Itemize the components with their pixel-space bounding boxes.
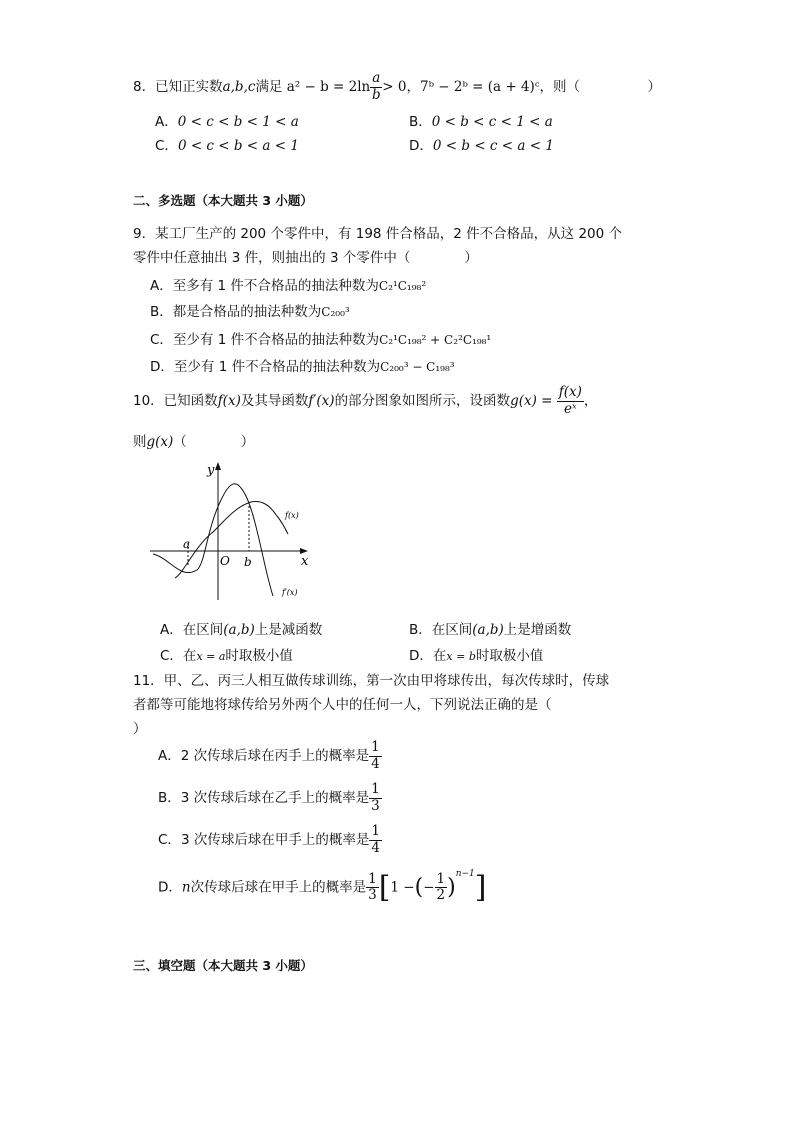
q8-cond2: 7ᵇ − 2ᵇ = (a + 4)ᶜ	[420, 79, 540, 95]
q8-stem-mid: 满足	[255, 79, 283, 95]
q11-line1: 11．甲、乙、丙三人相互做传球训练，第一次由甲将球传出，每次传球时，传球	[133, 673, 610, 689]
q8-option-c: C．0 < c < b < a < 1	[155, 138, 299, 154]
q10-g-fraction: $\frac{f(x)}{\text{eˣ}}$	[558, 384, 582, 417]
q8-vars: a,b,c	[222, 79, 256, 95]
q8-stem-pre: 8．已知正实数	[133, 79, 223, 95]
label-x: x	[301, 554, 309, 569]
q8-option-d: D．0 < b < c < a < 1	[409, 138, 554, 154]
q8-option-b: B．0 < b < c < 1 < a	[409, 114, 553, 130]
section-3-title: 三、填空题（本大题共 3 小题）	[133, 958, 313, 973]
q10-option-c: C．在x = a时取极小值	[160, 648, 293, 664]
label-fprime: f′(x)	[282, 588, 298, 597]
q11-option-b: B．3 次传球后球在乙手上的概率是 $\frac{1}{3}$	[158, 781, 380, 814]
q9-option-c: C．至少有 1 件不合格品的抽法种数为C₂¹C₁₉₈² + C₂²C₁₉₈¹	[150, 332, 492, 348]
label-a: a	[183, 537, 191, 551]
q11-line2: 者都等可能地将球传给另外两个人中的任何一人，下列说法正确的是（	[133, 697, 552, 713]
q10-option-d: D．在x = b时取极小值	[409, 648, 544, 664]
q11-option-c: C．3 次传球后球在甲手上的概率是 $\frac{1}{4}$	[158, 823, 380, 856]
q9-option-b: B．都是合格品的抽法种数为C₂₀₀³	[150, 304, 350, 320]
q8-option-a: A．0 < c < b < 1 < a	[155, 114, 299, 130]
q10-stem: 10．已知函数f(x)及其导函数f′(x)的部分图象如图所示，设函数g(x) = $\frac{f(x)}{\text{eˣ}}$ ，	[133, 384, 598, 417]
q8-stem	[133, 72, 661, 102]
q11-option-d: D．n次传球后球在甲手上的概率是 $\frac{1}{3}$ [1 −(− $\frac{1}{2}$ )$^{n-1}$]	[158, 869, 487, 905]
q11-line3: ）	[133, 721, 147, 737]
label-f: f(x)	[285, 511, 299, 520]
section-2-title: 二、多选题（本大题共 3 小题）	[133, 193, 313, 208]
q11-option-a: A．2 次传球后球在丙手上的概率是 $\frac{1}{4}$	[158, 739, 380, 772]
q8-cond1-rhs: > 0	[382, 79, 407, 95]
q9-line2: 零件中任意抽出 3 件，则抽出的 3 个零件中（ ）	[133, 250, 478, 266]
q8-cond1-lhs: a² − b = 2ln	[286, 79, 371, 95]
q8-stem-post: ，则（ ）	[539, 79, 662, 95]
fprime-curve	[153, 484, 273, 596]
q8-cond1-fraction: $\frac{a}{b}$	[371, 70, 381, 103]
q9-option-d: D．至少有 1 件不合格品的抽法种数为C₂₀₀³ − C₁₉₈³	[150, 359, 455, 375]
q10-graph	[145, 458, 315, 603]
label-b: b	[244, 555, 252, 569]
label-y: y	[207, 463, 215, 478]
q10-line2: 则g(x)（ ）	[133, 434, 255, 450]
q10-option-a: A．在区间(a,b)上是减函数	[160, 622, 323, 638]
y-axis-arrow	[215, 462, 221, 470]
q9-option-a: A．至多有 1 件不合格品的抽法种数为C₂¹C₁₉₈²	[150, 278, 427, 294]
label-o: O	[220, 554, 230, 568]
q8-sep: ，	[406, 79, 420, 95]
q10-option-b: B．在区间(a,b)上是增函数	[409, 622, 572, 638]
q9-line1: 9．某工厂生产的 200 个零件中，有 198 件合格品，2 件不合格品，从这 200 个	[133, 226, 623, 242]
f-curve	[175, 502, 288, 578]
